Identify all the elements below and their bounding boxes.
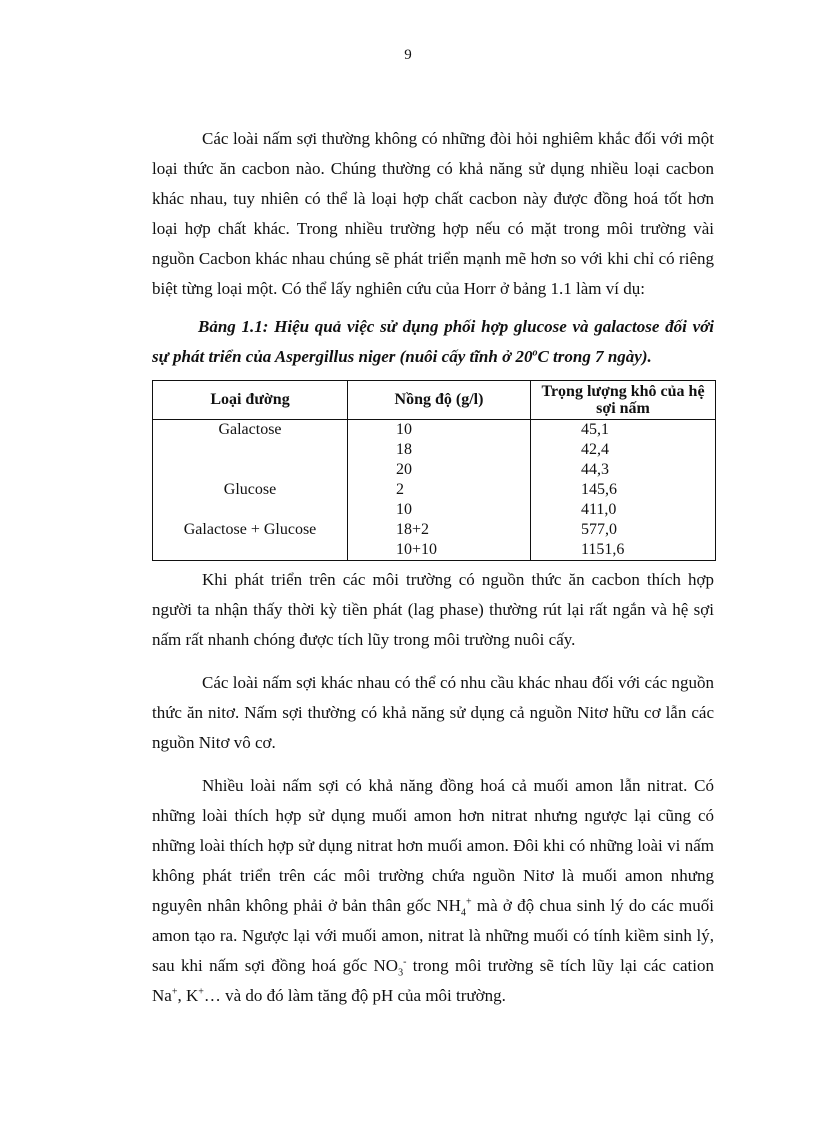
table-row bbox=[153, 420, 716, 441]
k-superscript: + bbox=[198, 986, 204, 998]
cell-dry-weight: 577,0 bbox=[531, 520, 716, 540]
table-caption bbox=[152, 312, 714, 372]
degree-superscript: o bbox=[532, 347, 538, 359]
cell-dry-weight: 42,4 bbox=[531, 440, 716, 460]
cell-sugar bbox=[153, 440, 348, 460]
cell-sugar: Galactose + Glucose bbox=[153, 520, 348, 540]
header-sugar-type: Loại đường bbox=[153, 381, 348, 420]
header-dry-weight: Trọng lượng khô của hệ sợi nấm bbox=[531, 381, 716, 420]
cell-sugar bbox=[153, 500, 348, 520]
cell-dry-weight: 1151,6 bbox=[531, 540, 716, 561]
ammonium-text-3: trong môi trường sẽ tích lũy lại các cation Na bbox=[152, 956, 714, 1005]
ammonium-nitrate-paragraph bbox=[152, 771, 714, 1011]
cell-concentration: 2 bbox=[348, 480, 531, 500]
caption-text-1: Bảng 1.1: Hiệu quả việc sử dụng phối hợp glucose và galactose đối với sự phát triển của Aspergillus niger (nuôi cấy tĩnh ở 20 bbox=[152, 317, 714, 366]
cell-dry-weight: 411,0 bbox=[531, 500, 716, 520]
na-superscript: + bbox=[171, 986, 178, 998]
table-header-row bbox=[153, 381, 716, 420]
cell-dry-weight: 44,3 bbox=[531, 460, 716, 480]
table-row bbox=[153, 540, 716, 561]
no3-subscript: 3 bbox=[398, 967, 404, 979]
nh4-subscript: 4 bbox=[460, 907, 466, 919]
page-number: 9 bbox=[404, 47, 412, 63]
sugar-table bbox=[152, 380, 716, 561]
cell-concentration: 10 bbox=[348, 500, 531, 520]
cell-sugar bbox=[153, 460, 348, 480]
ammonium-text-2: mà ở độ chua sinh lý do các muối amon tạo ra. Ngược lại với muối amon, nitrat là những muối có tính kiềm sinh lý, sau khi nấm sợi đồng hoá gốc NO bbox=[152, 896, 715, 975]
table-row bbox=[153, 520, 716, 540]
cell-sugar bbox=[153, 540, 348, 561]
intro-paragraph: Các loài nấm sợi thường không có những đòi hỏi nghiêm khắc đối với một loại thức ăn cacbon nào. Chúng thường có khả năng sử dụng nhiều loại cacbon khác nhau, tuy nhiên có thể là loại hợp chất cacbon này được đồng hoá tốt hơn loại hợp chất khác. Trong nhiều trường hợp nếu có mặt trong môi trường vài nguồn Cacbon khác nhau chúng sẽ phát triển mạnh mẽ hơn so với khi chỉ có riêng biệt từng loại một. Có thể lấy nghiên cứu của Horr ở bảng 1.1 làm ví dụ: bbox=[152, 129, 714, 298]
cell-concentration: 18+2 bbox=[348, 520, 531, 540]
no3-superscript: - bbox=[403, 956, 407, 968]
cell-concentration: 18 bbox=[348, 440, 531, 460]
header-concentration: Nồng độ (g/l) bbox=[348, 381, 531, 420]
nitrogen-paragraph: Các loài nấm sợi khác nhau có thể có nhu cầu khác nhau đối với các nguồn thức ăn nitơ. Nấm sợi thường có khả năng sử dụng cả nguồn Nitơ hữu cơ lẫn các nguồn Nitơ vô cơ. bbox=[152, 673, 714, 752]
ammonium-text-1: Nhiều loài nấm sợi có khả năng đồng hoá cả muối amon lẫn nitrat. Có những loài thích hợp sử dụng muối amon hơn nitrat nhưng ngược lại cũng có những loài thích hợp sử dụng nitrat hơn muối amon. Đôi khi có những loài vi nấm không phát triển trên các môi trường chứa nguồn Nitơ là muối amon nhưng nguyên nhân không phải ở bản thân gốc NH bbox=[152, 776, 714, 915]
table-row bbox=[153, 440, 716, 460]
cell-concentration: 10+10 bbox=[348, 540, 531, 561]
cell-dry-weight: 145,6 bbox=[531, 480, 716, 500]
cell-sugar: Glucose bbox=[153, 480, 348, 500]
ammonium-text-5: … và do đó làm tăng độ pH của môi trường. bbox=[203, 986, 506, 1005]
nh4-superscript: + bbox=[465, 896, 472, 908]
cell-sugar: Galactose bbox=[153, 420, 348, 441]
page-body bbox=[152, 124, 714, 1011]
cell-concentration: 20 bbox=[348, 460, 531, 480]
table-row bbox=[153, 460, 716, 480]
table-row bbox=[153, 480, 716, 500]
cell-dry-weight: 45,1 bbox=[531, 420, 716, 441]
table-row bbox=[153, 500, 716, 520]
ammonium-text-4: , K bbox=[177, 986, 199, 1005]
cell-concentration: 10 bbox=[348, 420, 531, 441]
caption-text-2: C trong 7 ngày). bbox=[537, 347, 652, 366]
lag-phase-paragraph: Khi phát triển trên các môi trường có nguồn thức ăn cacbon thích hợp người ta nhận thấy thời kỳ tiền phát (lag phase) thường rút lại rất ngắn và hệ sợi nấm rất nhanh chóng được tích lũy trong môi trường nuôi cấy. bbox=[152, 570, 714, 649]
